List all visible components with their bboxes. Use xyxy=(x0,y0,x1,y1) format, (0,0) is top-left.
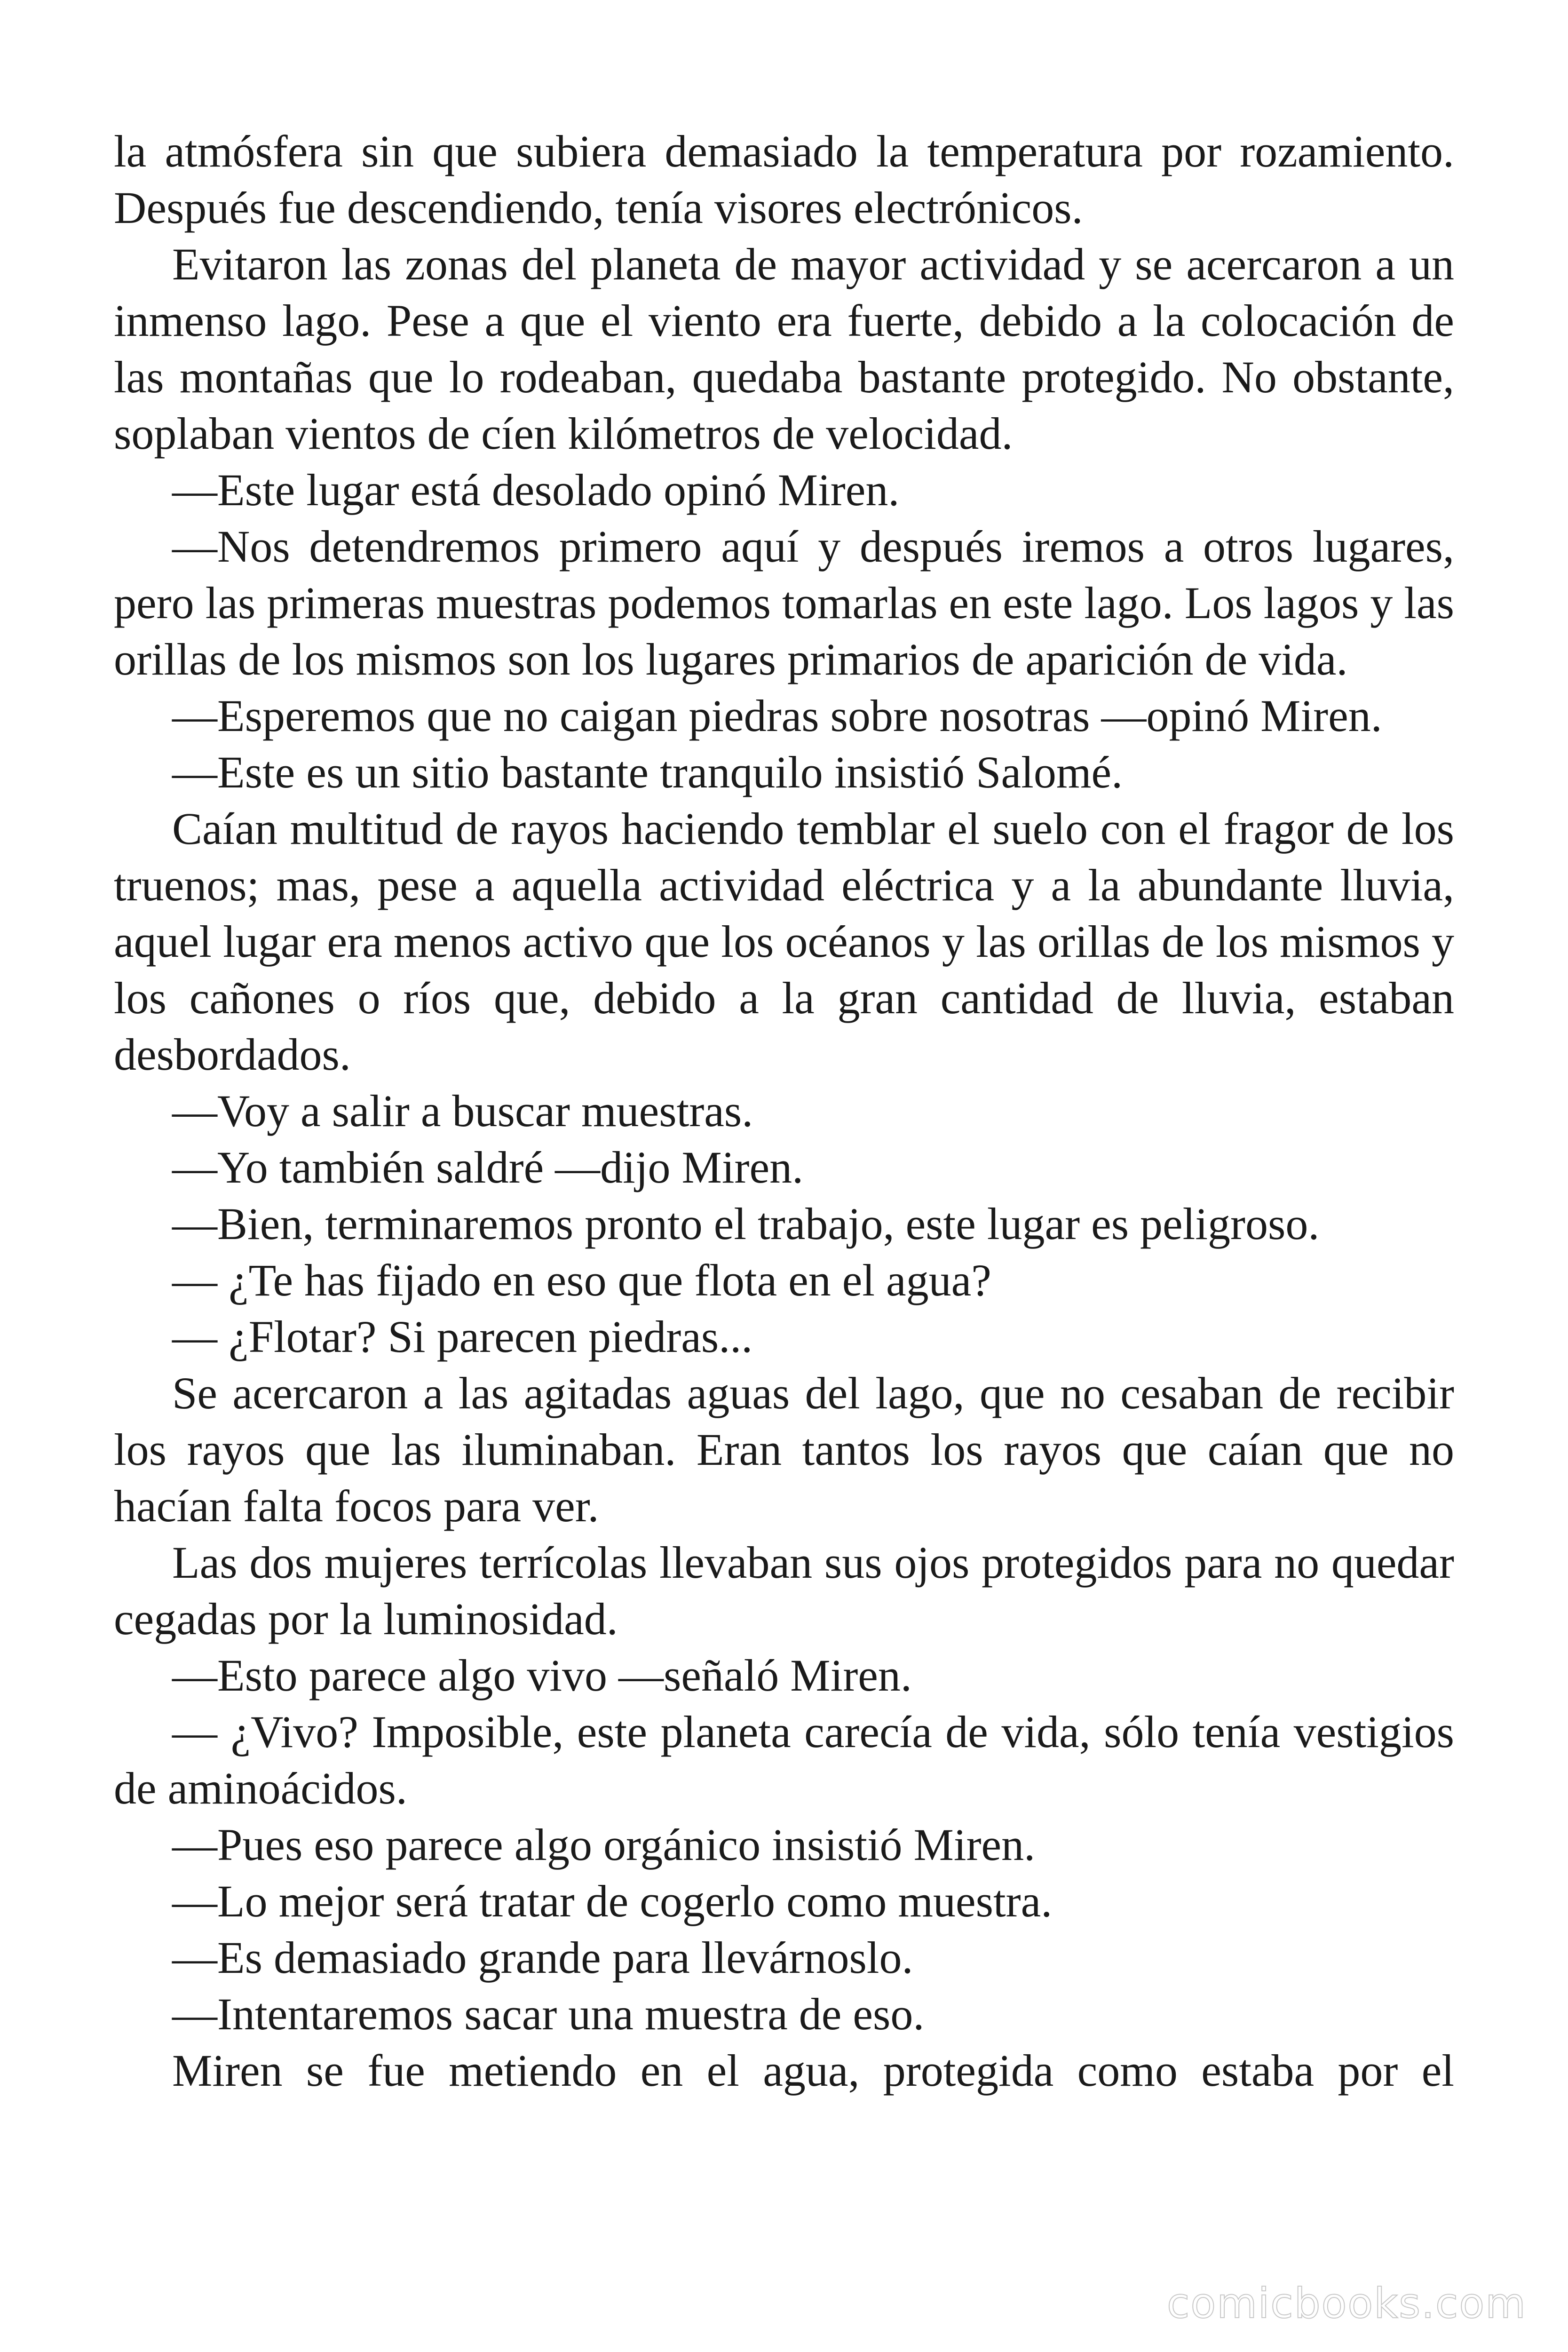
dialogue-line: —Voy a salir a buscar muestras. xyxy=(172,1086,753,1136)
dialogue-line: —Este lugar está desolado opinó Miren. xyxy=(172,465,900,515)
dialogue-line: —Bien, terminaremos pronto el trabajo, este lugar es peligroso. xyxy=(172,1199,1320,1249)
book-page-text xyxy=(114,123,1454,2099)
paragraph: Caían multitud de rayos haciendo temblar el suelo con el fragor de los truenos; mas, pese a aquella actividad eléctrica y a la abundante lluvia, aquel lugar era menos activo que los océanos y las orillas de los mismos y los cañones o ríos que, debido a la gran cantidad de lluvia, estaban desbordados. xyxy=(114,803,1454,1080)
paragraph-continued: Miren se fue metiendo en el agua, protegida como estaba por el xyxy=(172,2045,1454,2096)
dialogue-line: — ¿Te has fijado en eso que flota en el agua? xyxy=(172,1255,991,1305)
dialogue-line: —Yo también saldré —dijo Miren. xyxy=(172,1142,804,1192)
paragraph: la atmósfera sin que subiera demasiado la temperatura por rozamiento. Después fue descendiendo, tenía visores electrónicos. xyxy=(114,126,1454,233)
paragraph: Se acercaron a las agitadas aguas del lago, que no cesaban de recibir los rayos que las iluminaban. Eran tantos los rayos que caían que no hacían falta focos para ver. xyxy=(114,1368,1454,1531)
dialogue-line: —Esto parece algo vivo —señaló Miren. xyxy=(172,1650,912,1700)
watermark-logo: comicbooks.com xyxy=(1166,2279,1527,2328)
paragraph: Evitaron las zonas del planeta de mayor actividad y se acercaron a un inmenso lago. Pese a que el viento era fuerte, debido a la colocación de las montañas que lo rodeaban, quedaba bastante protegido. No obstante, soplaban vientos de cíen kilómetros de velocidad. xyxy=(114,239,1454,459)
dialogue-line: —Pues eso parece algo orgánico insistió Miren. xyxy=(172,1820,1036,1870)
dialogue-line: — ¿Vivo? Imposible, este planeta carecía de vida, sólo tenía vestigios de aminoácidos. xyxy=(114,1707,1454,1813)
dialogue-line: —Nos detendremos primero aquí y después iremos a otros lugares, pero las primeras muestras podemos tomarlas en este lago. Los lagos y las orillas de los mismos son los lugares primarios de aparición de vida. xyxy=(114,521,1454,684)
dialogue-line: —Es demasiado grande para llevárnoslo. xyxy=(172,1932,913,1983)
dialogue-line: —Esperemos que no caigan piedras sobre nosotras —opinó Miren. xyxy=(172,691,1382,741)
dialogue-line: —Intentaremos sacar una muestra de eso. xyxy=(172,1989,925,2039)
dialogue-line: —Este es un sitio bastante tranquilo insistió Salomé. xyxy=(172,747,1123,797)
dialogue-line: — ¿Flotar? Si parecen piedras... xyxy=(172,1311,753,1362)
paragraph: Las dos mujeres terrícolas llevaban sus ojos protegidos para no quedar cegadas por la luminosidad. xyxy=(114,1537,1454,1644)
dialogue-line: —Lo mejor será tratar de cogerlo como muestra. xyxy=(172,1876,1053,1926)
